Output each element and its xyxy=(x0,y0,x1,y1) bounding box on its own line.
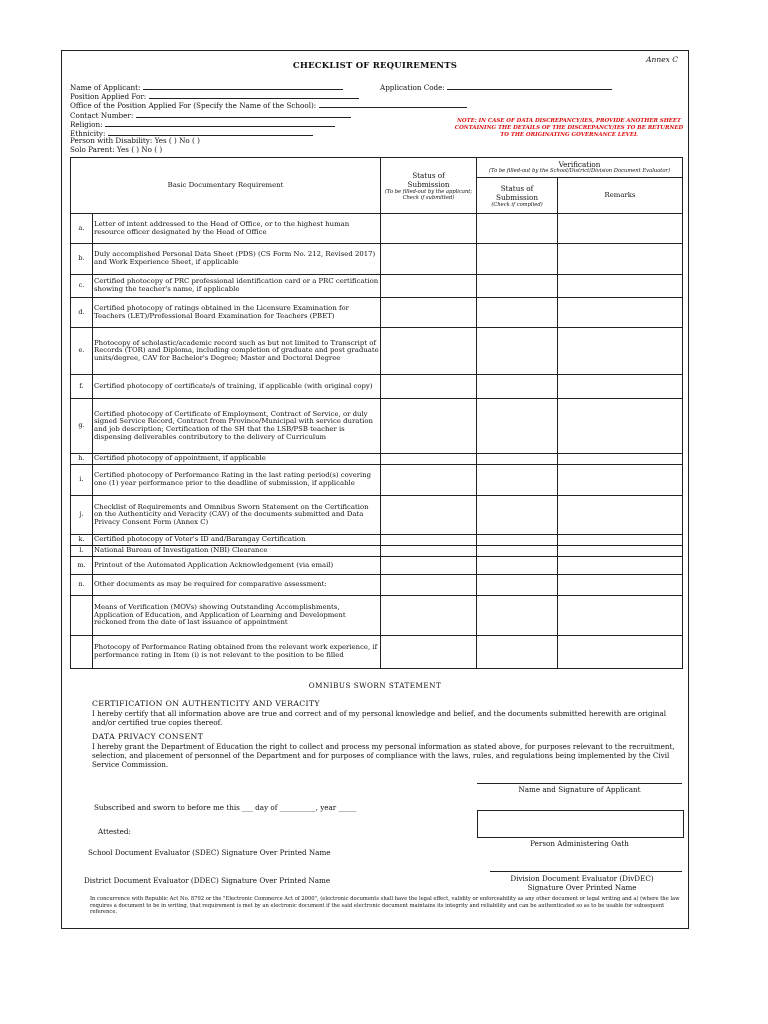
verifier-status-cell[interactable] xyxy=(477,375,558,399)
row-requirement: Letter of intent addressed to the Head of Office, or to the highest human resource officer designated by the Head of Office xyxy=(93,214,381,244)
table-row xyxy=(71,557,683,575)
ethnicity-label: Ethnicity: xyxy=(70,129,106,138)
remarks-cell[interactable] xyxy=(558,546,683,557)
footnote: In concurrence with Republic Act No. 8792 or the "Electronic Commerce Act of 2000", (electronic documents shall have the legal effect, validity or enforceability as any other document or legal writing and a) (where the law requires a document to be in writing, that requirement is met by an electronic document if the said electronic document maintains its integrity and reliability and can be authenticated so as to be usable for subsequent reference. xyxy=(90,896,680,916)
row-letter: a. xyxy=(71,214,93,244)
table-row xyxy=(71,575,683,596)
row-requirement: National Bureau of Investigation (NBI) Clearance xyxy=(93,546,381,557)
verifier-status-cell[interactable] xyxy=(477,275,558,298)
administering-oath-label: Person Administering Oath xyxy=(530,839,629,848)
row-letter: b. xyxy=(71,244,93,275)
remarks-cell[interactable] xyxy=(558,214,683,244)
row-letter: d. xyxy=(71,298,93,328)
application-code-field[interactable] xyxy=(380,81,612,92)
applicant-status-cell[interactable] xyxy=(381,575,477,596)
discrepancy-note: NOTE: IN CASE OF DATA DISCREPANCY/IES, PROVIDE ANOTHER SHEET CONTAINING THE DETAILS OF THE DISCREPANCY/IES TO BE RETURNED TO THE ORIGINATING GOVERNANCE LEVEL xyxy=(454,118,684,138)
dp-text: I hereby grant the Department of Education the right to collect and process my personal information as stated above, for purposes relevant to the recruitment, selection, and placement of personnel of the Department and for purposes of compliance with the laws, rules, and regulations being implemented by the Civil Service Commission. xyxy=(92,742,675,769)
table-row xyxy=(71,596,683,636)
col-ver-status-header: Status of Submission (Check if complied) xyxy=(477,178,558,214)
applicant-status-cell[interactable] xyxy=(381,636,477,669)
verifier-status-cell[interactable] xyxy=(477,557,558,575)
remarks-cell[interactable] xyxy=(558,496,683,535)
verifier-status-cell[interactable] xyxy=(477,596,558,636)
table-row xyxy=(71,636,683,669)
table-row xyxy=(71,496,683,535)
applicant-signature-label: Name and Signature of Applicant xyxy=(518,785,641,794)
col-remarks-header: Remarks xyxy=(558,178,683,214)
table-row xyxy=(71,244,683,275)
verifier-status-cell[interactable] xyxy=(477,465,558,496)
verifier-status-cell[interactable] xyxy=(477,454,558,465)
col-verification-note: (To be filled-out by the School/District/Division Document Evaluator) xyxy=(489,168,670,175)
verifier-status-cell[interactable] xyxy=(477,535,558,546)
cav-text: I hereby certify that all information above are true and correct and of my personal knowledge and belief, and the documents submitted herewith are original and/or certified true copies thereof. xyxy=(92,709,667,727)
row-letter: e. xyxy=(71,328,93,375)
remarks-cell[interactable] xyxy=(558,298,683,328)
row-requirement: Certified photocopy of Certificate of Employment, Contract of Service, or duly signed Service Record, Contract from Province/Municipal with service duration and job description; Certification of the SH that the LSB/PSB teacher is dispensing deliverables contributory to the delivery of Curriculum xyxy=(93,399,381,454)
col-requirement-header: Basic Documentary Requirement xyxy=(71,158,381,214)
table-row xyxy=(71,465,683,496)
table-row xyxy=(71,298,683,328)
row-requirement: Checklist of Requirements and Omnibus Sworn Statement on the Certification on the Authenticity and Veracity (CAV) of the documents submitted and Data Privacy Consent Form (Annex C) xyxy=(93,496,381,535)
position-applied-label: Position Applied For: xyxy=(70,92,147,101)
name-of-applicant-label: Name of Applicant: xyxy=(70,83,141,92)
table-row xyxy=(71,454,683,465)
remarks-cell[interactable] xyxy=(558,328,683,375)
remarks-cell[interactable] xyxy=(558,375,683,399)
divdec-label-2: Signature Over Printed Name xyxy=(527,883,637,892)
remarks-cell[interactable] xyxy=(558,465,683,496)
row-requirement: Certified photocopy of appointment, if applicable xyxy=(93,454,381,465)
applicant-status-cell[interactable] xyxy=(381,328,477,375)
col-status-header: Status of Submission (To be filled-out by the applicant; Check if submitted) xyxy=(381,158,477,214)
verifier-status-cell[interactable] xyxy=(477,244,558,275)
verifier-status-cell[interactable] xyxy=(477,546,558,557)
applicant-status-cell[interactable] xyxy=(381,496,477,535)
annex-label: Annex C xyxy=(646,55,678,64)
row-requirement: Other documents as may be required for comparative assessment: xyxy=(93,575,381,596)
row-requirement: Certified photocopy of ratings obtained in the Licensure Examination for Teachers (LET)/Professional Board Examination for Teachers (PBET) xyxy=(93,298,381,328)
remarks-cell[interactable] xyxy=(558,275,683,298)
table-row xyxy=(71,375,683,399)
applicant-status-cell[interactable] xyxy=(381,454,477,465)
applicant-status-cell[interactable] xyxy=(381,275,477,298)
applicant-status-cell[interactable] xyxy=(381,596,477,636)
row-letter: k. xyxy=(71,535,93,546)
row-letter: m. xyxy=(71,557,93,575)
table-row xyxy=(71,328,683,375)
row-requirement: Means of Verification (MOVs) showing Outstanding Accomplishments, Application of Education, and Application of Learning and Development reckoned from the date of last issuance of appointment xyxy=(93,596,381,636)
table-row xyxy=(71,214,683,244)
cav-heading: CERTIFICATION ON AUTHENTICITY AND VERACITY xyxy=(92,699,320,708)
table-row xyxy=(71,399,683,454)
remarks-cell[interactable] xyxy=(558,454,683,465)
verifier-status-cell[interactable] xyxy=(477,214,558,244)
remarks-cell[interactable] xyxy=(558,535,683,546)
remarks-cell[interactable] xyxy=(558,596,683,636)
oath-signature-box[interactable] xyxy=(477,810,684,838)
table-row xyxy=(71,275,683,298)
col-verification-header: Verification (To be filled-out by the School/District/Division Document Evaluator) xyxy=(477,158,683,178)
row-letter: l. xyxy=(71,546,93,557)
row-letter: g. xyxy=(71,399,93,454)
row-requirement: Photocopy of Performance Rating obtained from the relevant work experience, if performance rating in Item (i) is not relevant to the position to be filled xyxy=(93,636,381,669)
row-requirement: Certified photocopy of Voter's ID and/Barangay Certification xyxy=(93,535,381,546)
religion-label: Religion: xyxy=(70,120,103,129)
verifier-status-cell[interactable] xyxy=(477,399,558,454)
subscribed-line[interactable]: Subscribed and sworn to before me this ___ day of __________, year _____ xyxy=(94,803,357,812)
applicant-status-cell[interactable] xyxy=(381,465,477,496)
row-letter: i. xyxy=(71,465,93,496)
solo-parent-field[interactable]: Solo Parent: Yes ( ) No ( ) xyxy=(70,145,163,154)
row-requirement: Certified photocopy of PRC professional identification card or a PRC certification showing the teacher's name, if applicable xyxy=(93,275,381,298)
form-page xyxy=(61,50,689,929)
ddec-label: District Document Evaluator (DDEC) Signature Over Printed Name xyxy=(84,876,331,885)
col-status-note: (To be filled-out by the applicant; Check if submitted) xyxy=(384,188,473,201)
application-code-label: Application Code: xyxy=(380,83,445,92)
contact-number-label: Contact Number: xyxy=(70,111,134,120)
requirements-table xyxy=(70,157,683,669)
pwd-field[interactable]: Person with Disability: Yes ( ) No ( ) xyxy=(70,136,200,145)
sdec-label: School Document Evaluator (SDEC) Signature Over Printed Name xyxy=(88,848,331,857)
remarks-cell[interactable] xyxy=(558,399,683,454)
applicant-status-cell[interactable] xyxy=(381,244,477,275)
form-title: CHECKLIST OF REQUIREMENTS xyxy=(292,61,458,71)
row-requirement: Printout of the Automated Application Acknowledgement (via email) xyxy=(93,557,381,575)
dp-heading: DATA PRIVACY CONSENT xyxy=(92,732,204,741)
omnibus-heading: OMNIBUS SWORN STATEMENT xyxy=(308,681,442,690)
verifier-status-cell[interactable] xyxy=(477,496,558,535)
applicant-status-cell[interactable] xyxy=(381,399,477,454)
row-requirement: Photocopy of scholastic/academic record such as but not limited to Transcript of Records (TOR) and Diploma, including completion of graduate and post graduate units/degree, CAV for Bachelor's Degree; Master and Doctoral Degree xyxy=(93,328,381,375)
applicant-status-cell[interactable] xyxy=(381,298,477,328)
row-requirement: Certified photocopy of certificate/s of training, if applicable (with original copy) xyxy=(93,375,381,399)
applicant-status-cell[interactable] xyxy=(381,535,477,546)
remarks-cell[interactable] xyxy=(558,636,683,669)
row-requirement: Certified photocopy of Performance Rating in the last rating period(s) covering one (1) year performance prior to the deadline of submission, if applicable xyxy=(93,465,381,496)
verifier-status-cell[interactable] xyxy=(477,298,558,328)
row-letter: h. xyxy=(71,454,93,465)
applicant-status-cell[interactable] xyxy=(381,375,477,399)
row-letter xyxy=(71,636,93,669)
verifier-status-cell[interactable] xyxy=(477,328,558,375)
attested-label: Attested: xyxy=(98,827,131,836)
divdec-label-1: Division Document Evaluator (DivDEC) xyxy=(510,874,654,883)
table-row xyxy=(71,535,683,546)
remarks-cell[interactable] xyxy=(558,244,683,275)
row-letter: j. xyxy=(71,496,93,535)
row-requirement: Duly accomplished Personal Data Sheet (PDS) (CS Form No. 212, Revised 2017) and Work Experience Sheet, if applicable xyxy=(93,244,381,275)
office-label: Office of the Position Applied For (Specify the Name of the School): xyxy=(70,101,317,110)
row-letter: n. xyxy=(71,575,93,596)
verifier-status-cell[interactable] xyxy=(477,575,558,596)
remarks-cell[interactable] xyxy=(558,557,683,575)
row-letter xyxy=(71,596,93,636)
applicant-status-cell[interactable] xyxy=(381,557,477,575)
applicant-status-cell[interactable] xyxy=(381,214,477,244)
row-letter: f. xyxy=(71,375,93,399)
col-ver-status-note: (Check if complied) xyxy=(491,201,543,208)
table-row xyxy=(71,546,683,557)
applicant-status-cell[interactable] xyxy=(381,546,477,557)
row-letter: c. xyxy=(71,275,93,298)
verifier-status-cell[interactable] xyxy=(477,636,558,669)
remarks-cell[interactable] xyxy=(558,575,683,596)
